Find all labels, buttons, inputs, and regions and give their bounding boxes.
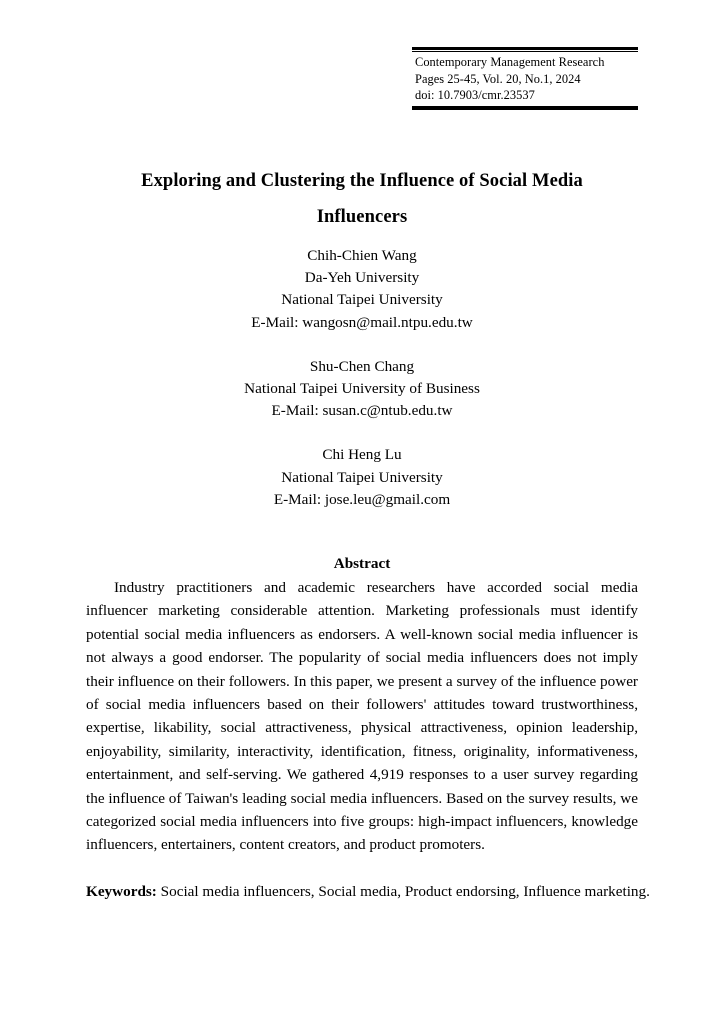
author-name: Chi Heng Lu <box>322 446 402 464</box>
author-email: E-Mail: susan.c@ntub.edu.tw <box>271 402 453 420</box>
journal-name: Contemporary Management Research <box>415 55 605 69</box>
abstract-body: Industry practitioners and academic researchers have accorded social media influencer marketing considerable attention. Marketing professionals must identify potential social media influencers as endorsers. A well-known social media influencer is not always a good endorser. The popularity of social media influencers does not imply their influence on their followers. In this paper, we present a survey of the influence power of social media influencers based on their followers' attitudes toward trustworthiness, expertise, likability, social attractiveness, physical attractiveness, opinion leadership, enjoyability, similarity, interactivity, identification, fitness, originality, informativeness, entertainment, and self-serving. We gathered 4,919 responses to a user survey regarding the influence of Taiwan's leading social media influencers. Based on the survey results, we categorized social media influencers into five groups: high-impact influencers, knowledge influencers, entertainers, content creators, and product promoters. <box>86 579 638 854</box>
author-affiliation: National Taipei University <box>281 468 443 486</box>
author-affiliation: National Taipei University <box>281 291 443 309</box>
journal-header-text <box>412 52 638 105</box>
page-title <box>86 163 638 235</box>
title-line-1: Exploring and Clustering the Influence of Social Media <box>141 171 583 191</box>
header-bottom-rule <box>412 107 638 110</box>
author-email: E-Mail: jose.leu@gmail.com <box>273 490 451 508</box>
author-affiliation: Da-Yeh University <box>304 269 420 287</box>
author-block-3 <box>86 444 638 511</box>
keywords-label: Keywords: <box>86 883 161 900</box>
author-affiliation: National Taipei University of Business <box>244 380 480 398</box>
author-list <box>86 245 638 511</box>
abstract-heading: Abstract <box>333 555 391 572</box>
abstract-section <box>86 553 638 857</box>
journal-doi: doi: 10.7903/cmr.23537 <box>415 88 535 102</box>
author-name: Shu-Chen Chang <box>309 357 415 375</box>
keywords-terms: Social media influencers, Social media, Product endorsing, Influence marketing. <box>160 883 650 900</box>
author-email: E-Mail: wangosn@mail.ntpu.edu.tw <box>251 313 473 331</box>
author-block-1 <box>86 245 638 334</box>
header-top-rule <box>412 47 638 50</box>
keywords-section <box>86 880 716 903</box>
journal-pages-volume: Pages 25-45, Vol. 20, No.1, 2024 <box>415 71 581 86</box>
author-name: Chih-Chien Wang <box>307 247 417 264</box>
author-block-2 <box>86 356 638 423</box>
journal-header <box>412 47 638 110</box>
title-line-2: Influencers <box>316 207 408 227</box>
